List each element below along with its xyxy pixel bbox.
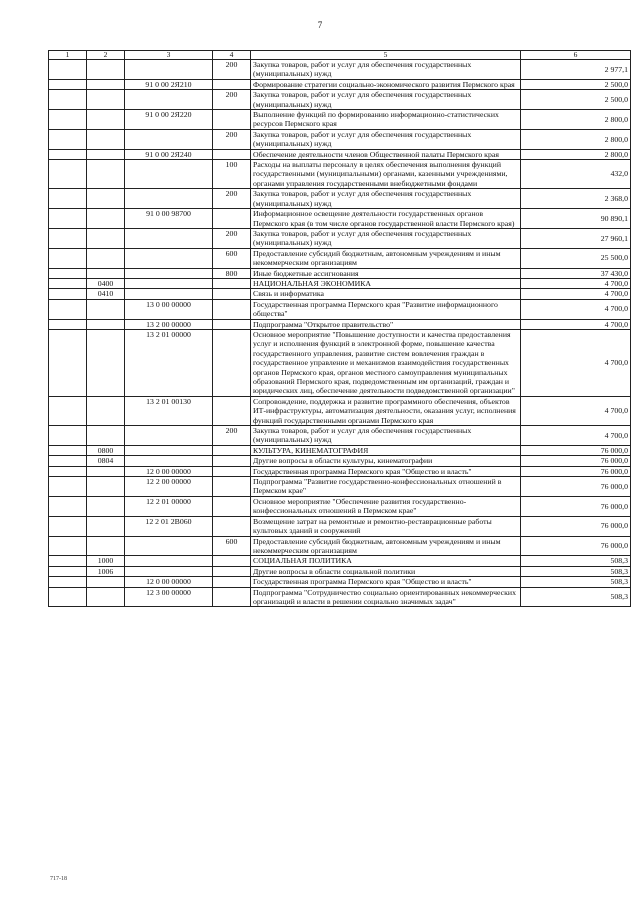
cell-c5: Основное мероприятие "Обеспечение развития государственно-конфессиональных отношений в Пермском крае" xyxy=(251,496,521,516)
cell-c4 xyxy=(213,445,251,455)
cell-c4: 600 xyxy=(213,248,251,268)
cell-c5: НАЦИОНАЛЬНАЯ ЭКОНОМИКА xyxy=(251,278,521,288)
cell-c6: 432,0 xyxy=(521,160,631,189)
cell-c4: 200 xyxy=(213,189,251,209)
cell-c2 xyxy=(87,536,125,556)
cell-c5: Закупка товаров, работ и услуг для обеспечения государственных (муниципальных) нужд xyxy=(251,426,521,446)
cell-c4 xyxy=(213,516,251,536)
table-row xyxy=(49,149,631,159)
cell-c4 xyxy=(213,587,251,607)
cell-c5: Государственная программа Пермского края "Общество и власть" xyxy=(251,577,521,587)
cell-c5: Другие вопросы в области культуры, кинематографии xyxy=(251,456,521,466)
cell-c1 xyxy=(49,536,87,556)
cell-c2 xyxy=(87,516,125,536)
cell-c4: 200 xyxy=(213,60,251,80)
cell-c2 xyxy=(87,160,125,189)
cell-c6: 508,3 xyxy=(521,556,631,566)
cell-c6: 2 500,0 xyxy=(521,90,631,110)
cell-c3 xyxy=(125,556,213,566)
cell-c3: 13 2 01 00130 xyxy=(125,396,213,425)
cell-c6: 4 700,0 xyxy=(521,396,631,425)
cell-c5: СОЦИАЛЬНАЯ ПОЛИТИКА xyxy=(251,556,521,566)
cell-c6: 4 700,0 xyxy=(521,289,631,299)
cell-c6: 508,3 xyxy=(521,587,631,607)
cell-c4 xyxy=(213,278,251,288)
table-row xyxy=(49,396,631,425)
cell-c1 xyxy=(49,129,87,149)
cell-c3 xyxy=(125,445,213,455)
cell-c1 xyxy=(49,299,87,319)
cell-c4 xyxy=(213,110,251,130)
cell-c3 xyxy=(125,456,213,466)
cell-c2 xyxy=(87,248,125,268)
cell-c4 xyxy=(213,299,251,319)
cell-c4 xyxy=(213,556,251,566)
cell-c1 xyxy=(49,79,87,89)
cell-c5: Выполнение функций по формированию информационно-статистических ресурсов Пермского края xyxy=(251,110,521,130)
cell-c2: 1006 xyxy=(87,566,125,576)
table-row xyxy=(49,577,631,587)
table-row xyxy=(49,129,631,149)
cell-c6: 2 368,0 xyxy=(521,189,631,209)
table-row xyxy=(49,79,631,89)
cell-c3: 12 2 01 2В060 xyxy=(125,516,213,536)
cell-c2 xyxy=(87,129,125,149)
cell-c2 xyxy=(87,149,125,159)
cell-c4: 200 xyxy=(213,90,251,110)
cell-c6: 27 960,1 xyxy=(521,228,631,248)
cell-c1 xyxy=(49,209,87,229)
cell-c5: Закупка товаров, работ и услуг для обеспечения государственных (муниципальных) нужд xyxy=(251,129,521,149)
cell-c6: 2 800,0 xyxy=(521,129,631,149)
cell-c1 xyxy=(49,516,87,536)
cell-c4 xyxy=(213,496,251,516)
cell-c5: Закупка товаров, работ и услуг для обеспечения государственных (муниципальных) нужд xyxy=(251,228,521,248)
cell-c2 xyxy=(87,209,125,229)
cell-c5: Основное мероприятие "Повышение доступности и качества предоставления услуг и исполнения функций в электронной форме, повышение качества государственного управления, развитие систем вовлечения граждан в государственное управление и механизмов взаимодействия государственных органов Пермского края, органов местного самоуправления муниципальных образований Пермского края, подведомственным им организаций, граждан и юридических лиц, обеспечение деятельности подведомственной организации" xyxy=(251,329,521,396)
cell-c2 xyxy=(87,577,125,587)
cell-c6: 4 700,0 xyxy=(521,426,631,446)
cell-c3: 12 0 00 00000 xyxy=(125,466,213,476)
table-row xyxy=(49,289,631,299)
cell-c4 xyxy=(213,396,251,425)
cell-c2: 1000 xyxy=(87,556,125,566)
cell-c1 xyxy=(49,228,87,248)
table-row xyxy=(49,268,631,278)
cell-c2 xyxy=(87,466,125,476)
cell-c2 xyxy=(87,319,125,329)
cell-c3: 91 0 00 98700 xyxy=(125,209,213,229)
cell-c5: Подпрограмма "Развитие государственно-конфессиональных отношений в Пермском крае" xyxy=(251,477,521,497)
table-row xyxy=(49,445,631,455)
cell-c3: 13 0 00 00000 xyxy=(125,299,213,319)
cell-c1 xyxy=(49,396,87,425)
cell-c1 xyxy=(49,466,87,476)
cell-c4 xyxy=(213,566,251,576)
table-row xyxy=(49,90,631,110)
cell-c4 xyxy=(213,289,251,299)
cell-c5: Иные бюджетные ассигнования xyxy=(251,268,521,278)
cell-c3: 91 0 00 2Я240 xyxy=(125,149,213,159)
cell-c1 xyxy=(49,149,87,159)
cell-c5: Сопровождение, поддержка и развитие программного обеспечения, объектов ИТ-инфраструктуры, автоматизация деятельности, оказания услуг, исполнения функций государственными органами Пермского края xyxy=(251,396,521,425)
table-row xyxy=(49,536,631,556)
cell-c2 xyxy=(87,477,125,497)
table-row xyxy=(49,189,631,209)
cell-c1 xyxy=(49,587,87,607)
cell-c5: Формирование стратегии социально-экономического развития Пермского края xyxy=(251,79,521,89)
cell-c1 xyxy=(49,577,87,587)
table-row xyxy=(49,60,631,80)
cell-c3 xyxy=(125,160,213,189)
page-number: 7 xyxy=(317,20,323,30)
table-row xyxy=(49,319,631,329)
header-cell: 1 xyxy=(49,51,87,60)
cell-c4: 100 xyxy=(213,160,251,189)
table-row xyxy=(49,278,631,288)
cell-c3 xyxy=(125,129,213,149)
cell-c3 xyxy=(125,60,213,80)
cell-c6: 25 500,0 xyxy=(521,248,631,268)
cell-c3: 12 0 00 00000 xyxy=(125,577,213,587)
cell-c2: 0400 xyxy=(87,278,125,288)
cell-c3 xyxy=(125,426,213,446)
cell-c1 xyxy=(49,566,87,576)
table-row xyxy=(49,477,631,497)
cell-c6: 76 000,0 xyxy=(521,456,631,466)
cell-c6: 76 000,0 xyxy=(521,466,631,476)
table-row xyxy=(49,209,631,229)
cell-c5: Другие вопросы в области социальной политики xyxy=(251,566,521,576)
header-cell: 2 xyxy=(87,51,125,60)
cell-c3: 12 2 01 00000 xyxy=(125,496,213,516)
cell-c3: 13 2 00 00000 xyxy=(125,319,213,329)
table-row xyxy=(49,516,631,536)
cell-c4 xyxy=(213,319,251,329)
cell-c2: 0804 xyxy=(87,456,125,466)
cell-c1 xyxy=(49,556,87,566)
table-row xyxy=(49,456,631,466)
cell-c1 xyxy=(49,289,87,299)
cell-c6: 2 977,1 xyxy=(521,60,631,80)
cell-c4 xyxy=(213,456,251,466)
cell-c5: Подпрограмма "Сотрудничество социально ориентированных некоммерческих организаций и власти в решении социально значимых задач" xyxy=(251,587,521,607)
cell-c2 xyxy=(87,189,125,209)
cell-c5: Закупка товаров, работ и услуг для обеспечения государственных (муниципальных) нужд xyxy=(251,189,521,209)
cell-c1 xyxy=(49,268,87,278)
cell-c2: 0410 xyxy=(87,289,125,299)
cell-c1 xyxy=(49,278,87,288)
table-row xyxy=(49,426,631,446)
cell-c2 xyxy=(87,329,125,396)
cell-c5: Государственная программа Пермского края "Развитие информационного общества" xyxy=(251,299,521,319)
cell-c4 xyxy=(213,79,251,89)
cell-c3 xyxy=(125,289,213,299)
header-cell: 3 xyxy=(125,51,213,60)
cell-c6: 37 430,0 xyxy=(521,268,631,278)
cell-c4: 200 xyxy=(213,426,251,446)
cell-c1 xyxy=(49,248,87,268)
cell-c3 xyxy=(125,90,213,110)
cell-c2 xyxy=(87,79,125,89)
cell-c1 xyxy=(49,329,87,396)
cell-c6: 76 000,0 xyxy=(521,445,631,455)
cell-c4 xyxy=(213,149,251,159)
cell-c6: 90 890,1 xyxy=(521,209,631,229)
cell-c2 xyxy=(87,110,125,130)
cell-c6: 76 000,0 xyxy=(521,516,631,536)
cell-c5: Расходы на выплаты персоналу в целях обеспечения выполнения функций государственными (муниципальными) органами, казенными учреждениями, органами управления государственными внебюджетными фондами xyxy=(251,160,521,189)
cell-c6: 4 700,0 xyxy=(521,319,631,329)
header-cell: 4 xyxy=(213,51,251,60)
table-row xyxy=(49,566,631,576)
cell-c2 xyxy=(87,268,125,278)
cell-c3: 13 2 01 00000 xyxy=(125,329,213,396)
cell-c1 xyxy=(49,160,87,189)
cell-c1 xyxy=(49,477,87,497)
cell-c1 xyxy=(49,426,87,446)
cell-c5: Государственная программа Пермского края "Общество и власть" xyxy=(251,466,521,476)
header-cell: 5 xyxy=(251,51,521,60)
footer-code: 717-18 xyxy=(50,876,67,882)
cell-c2 xyxy=(87,299,125,319)
cell-c1 xyxy=(49,110,87,130)
cell-c4 xyxy=(213,577,251,587)
cell-c5: Закупка товаров, работ и услуг для обеспечения государственных (муниципальных) нужд xyxy=(251,90,521,110)
table-row xyxy=(49,496,631,516)
cell-c6: 4 700,0 xyxy=(521,299,631,319)
cell-c4 xyxy=(213,329,251,396)
cell-c6: 76 000,0 xyxy=(521,496,631,516)
cell-c4 xyxy=(213,209,251,229)
budget-table xyxy=(48,50,631,607)
cell-c5: КУЛЬТУРА, КИНЕМАТОГРАФИЯ xyxy=(251,445,521,455)
cell-c2 xyxy=(87,426,125,446)
cell-c1 xyxy=(49,445,87,455)
cell-c1 xyxy=(49,456,87,466)
cell-c6: 4 700,0 xyxy=(521,329,631,396)
cell-c4 xyxy=(213,477,251,497)
cell-c3 xyxy=(125,248,213,268)
table-row xyxy=(49,228,631,248)
cell-c6: 76 000,0 xyxy=(521,477,631,497)
cell-c6: 4 700,0 xyxy=(521,278,631,288)
cell-c5: Связь и информатика xyxy=(251,289,521,299)
cell-c3 xyxy=(125,268,213,278)
table-header-row xyxy=(49,51,631,60)
cell-c4: 800 xyxy=(213,268,251,278)
cell-c2 xyxy=(87,90,125,110)
cell-c3: 91 0 00 2Я220 xyxy=(125,110,213,130)
cell-c1 xyxy=(49,60,87,80)
cell-c3: 12 3 00 00000 xyxy=(125,587,213,607)
cell-c2 xyxy=(87,228,125,248)
table-row xyxy=(49,466,631,476)
cell-c6: 508,3 xyxy=(521,566,631,576)
table-row xyxy=(49,160,631,189)
cell-c1 xyxy=(49,189,87,209)
table-row xyxy=(49,248,631,268)
cell-c6: 508,3 xyxy=(521,577,631,587)
cell-c5: Закупка товаров, работ и услуг для обеспечения государственных (муниципальных) нужд xyxy=(251,60,521,80)
cell-c4 xyxy=(213,466,251,476)
cell-c2 xyxy=(87,496,125,516)
cell-c2: 0800 xyxy=(87,445,125,455)
cell-c3: 91 0 00 2Я210 xyxy=(125,79,213,89)
cell-c6: 2 500,0 xyxy=(521,79,631,89)
cell-c5: Предоставление субсидий бюджетным, автономным учреждениям и иным некоммерческим организациям xyxy=(251,248,521,268)
cell-c4: 600 xyxy=(213,536,251,556)
cell-c3 xyxy=(125,536,213,556)
cell-c5: Предоставление субсидий бюджетным, автономным учреждениям и иным некоммерческим организациям xyxy=(251,536,521,556)
cell-c3 xyxy=(125,566,213,576)
table-row xyxy=(49,110,631,130)
cell-c6: 2 800,0 xyxy=(521,110,631,130)
table-row xyxy=(49,556,631,566)
table-row xyxy=(49,587,631,607)
cell-c3 xyxy=(125,189,213,209)
cell-c2 xyxy=(87,587,125,607)
cell-c5: Подпрограмма "Открытое правительство" xyxy=(251,319,521,329)
cell-c5: Обеспечение деятельности членов Общественной палаты Пермского края xyxy=(251,149,521,159)
table-row xyxy=(49,299,631,319)
cell-c5: Возмещение затрат на ремонтные и ремонтно-реставрационные работы культовых зданий и сооружений xyxy=(251,516,521,536)
cell-c1 xyxy=(49,496,87,516)
cell-c5: Информационное освещение деятельности государственных органов Пермского края (в том числе органов государственной власти Пермского края) xyxy=(251,209,521,229)
cell-c1 xyxy=(49,319,87,329)
header-cell: 6 xyxy=(521,51,631,60)
cell-c3 xyxy=(125,278,213,288)
cell-c1 xyxy=(49,90,87,110)
cell-c3: 12 2 00 00000 xyxy=(125,477,213,497)
cell-c3 xyxy=(125,228,213,248)
cell-c4: 200 xyxy=(213,129,251,149)
cell-c6: 2 800,0 xyxy=(521,149,631,159)
cell-c6: 76 000,0 xyxy=(521,536,631,556)
cell-c2 xyxy=(87,396,125,425)
cell-c2 xyxy=(87,60,125,80)
table-row xyxy=(49,329,631,396)
cell-c4: 200 xyxy=(213,228,251,248)
